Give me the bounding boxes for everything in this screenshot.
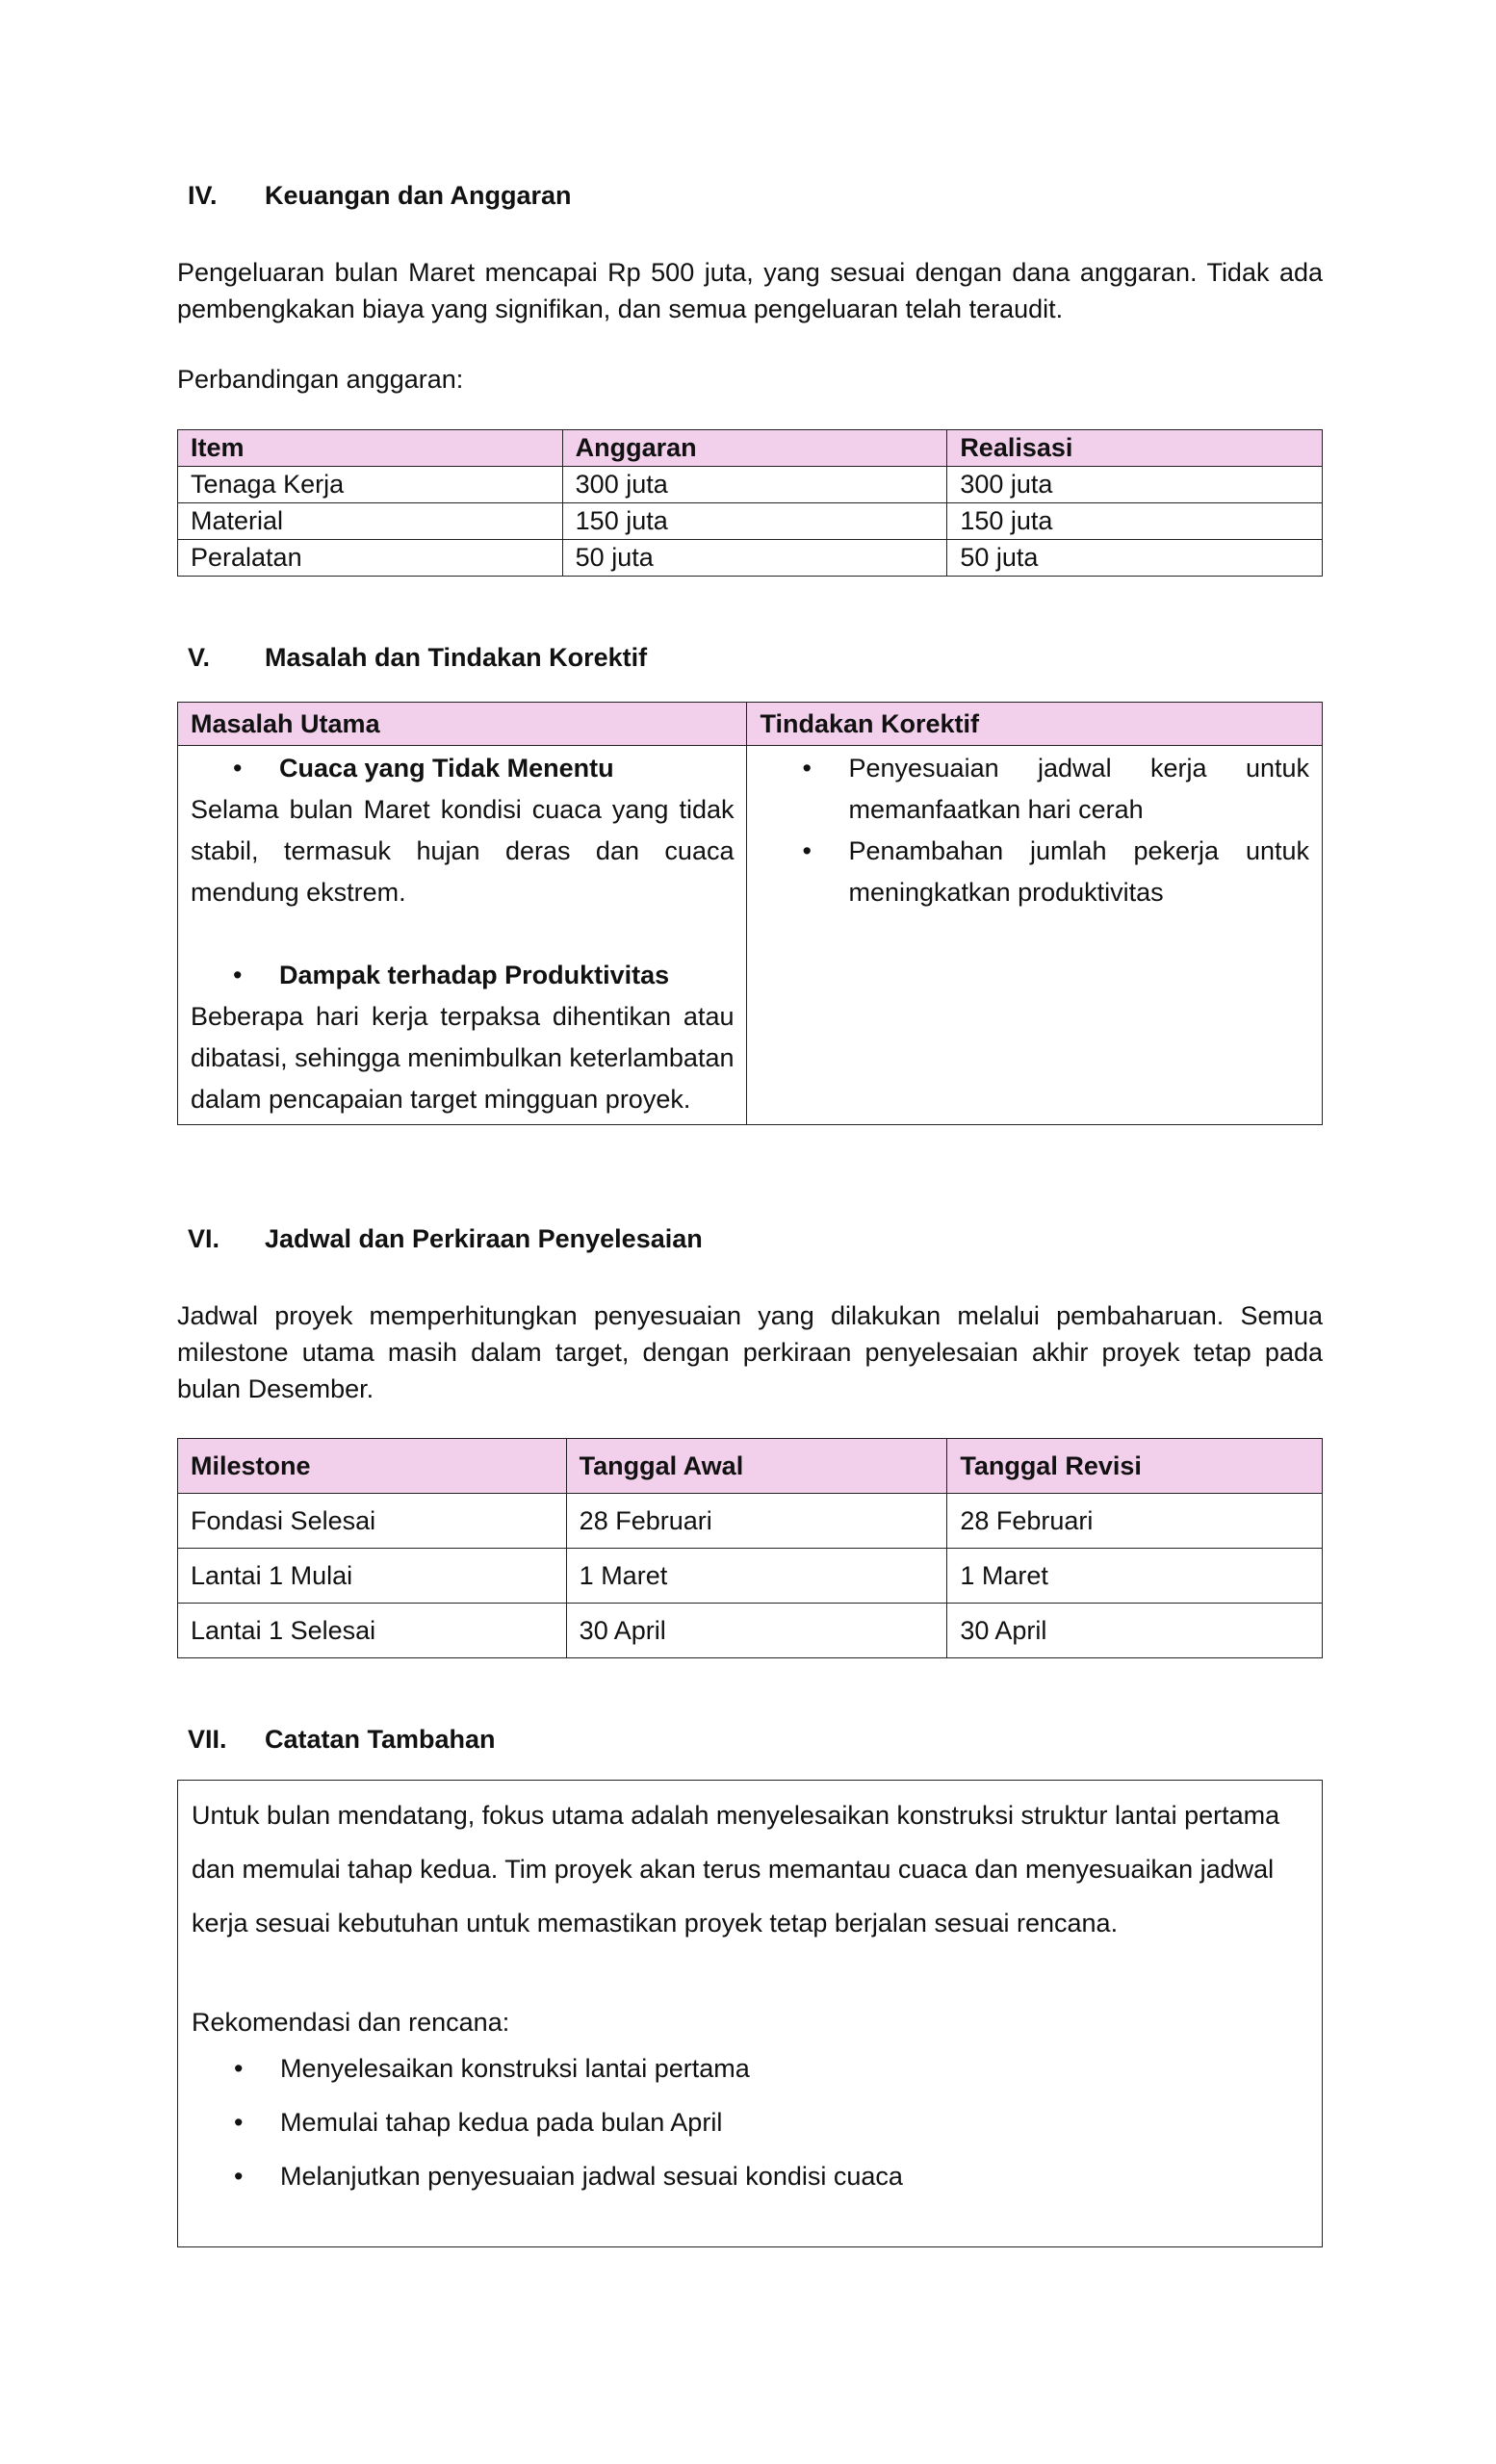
section-heading-iv	[188, 181, 572, 211]
table-cell: 28 Februari	[947, 1494, 1323, 1549]
issues-table	[177, 702, 1323, 1125]
action-item: • Penyesuaian jadwal kerja untuk memanfaatkan hari cerah	[760, 748, 1309, 831]
table-cell: 50 juta	[562, 540, 947, 577]
table-cell: 150 juta	[947, 503, 1323, 540]
budget-table	[177, 429, 1323, 577]
notes-paragraph: Untuk bulan mendatang, fokus utama adalah menyelesaikan konstruksi struktur lantai pertama dan memulai tahap kedua. Tim proyek akan terus memantau cuaca dan menyesuaikan jadwal kerja sesuai kebutuhan untuk memastikan proyek tetap berjalan sesuai rencana.	[192, 1801, 1280, 1938]
header-corrective-action: Tindakan Korektif	[747, 703, 1323, 746]
issue-weather-text: Selama bulan Maret kondisi cuaca yang tidak stabil, termasuk hujan deras dan cuaca mendung ekstrem.	[191, 795, 735, 907]
table-cell: Peralatan	[178, 540, 563, 577]
recommendation-item: • Melanjutkan penyesuaian jadwal sesuai kondisi cuaca	[192, 2149, 1308, 2203]
header-realization: Realisasi	[947, 430, 1323, 467]
table-row	[178, 1549, 1323, 1604]
section-number: IV.	[188, 181, 218, 210]
action-item: • Penambahan jumlah pekerja untuk meningkatkan produktivitas	[760, 831, 1309, 913]
section-title: Jadwal dan Perkiraan Penyelesaian	[265, 1224, 703, 1253]
section-number: VII.	[188, 1725, 227, 1754]
issue-productivity-title: • Dampak terhadap Produktivitas	[191, 955, 734, 996]
header-main-issue: Masalah Utama	[178, 703, 747, 746]
table-row	[178, 746, 1323, 1125]
section-heading-vii	[188, 1725, 496, 1755]
table-row	[178, 540, 1323, 577]
table-cell: 50 juta	[947, 540, 1323, 577]
table-cell: 300 juta	[562, 467, 947, 503]
section-title: Catatan Tambahan	[265, 1725, 496, 1754]
issue-productivity-text: Beberapa hari kerja terpaksa dihentikan atau dibatasi, sehingga menimbulkan keterlambatan dalam pencapaian target mingguan proyek.	[191, 1002, 735, 1114]
table-cell: Lantai 1 Selesai	[178, 1604, 567, 1658]
spacer	[191, 913, 734, 955]
header-revised-date: Tanggal Revisi	[947, 1439, 1323, 1494]
schedule-paragraph: Jadwal proyek memperhitungkan penyesuaian yang dilakukan melalui pembaharuan. Semua milestone utama masih dalam target, dengan perkiraan penyelesaian akhir proyek tetap pada bulan Desember.	[177, 1301, 1323, 1403]
header-budget: Anggaran	[562, 430, 947, 467]
table-cell: 30 April	[566, 1604, 947, 1658]
table-header-row	[178, 430, 1323, 467]
section-number: VI.	[188, 1224, 220, 1253]
table-row	[178, 1604, 1323, 1658]
table-cell: 30 April	[947, 1604, 1323, 1658]
table-cell: 1 Maret	[947, 1549, 1323, 1604]
table-cell: Tenaga Kerja	[178, 467, 563, 503]
table-row	[178, 467, 1323, 503]
header-milestone: Milestone	[178, 1439, 567, 1494]
table-cell: 28 Februari	[566, 1494, 947, 1549]
finance-paragraph: Pengeluaran bulan Maret mencapai Rp 500 juta, yang sesuai dengan dana anggaran. Tidak ada pembengkakan biaya yang signifikan, dan semua pengeluaran telah teraudit.	[177, 258, 1323, 323]
table-cell: 1 Maret	[566, 1549, 947, 1604]
table-header-row	[178, 703, 1323, 746]
recommendation-item: • Menyelesaikan konstruksi lantai pertama	[192, 2041, 1308, 2095]
section-number: V.	[188, 643, 211, 672]
section-heading-v	[188, 643, 647, 673]
milestone-table	[177, 1438, 1323, 1658]
section-title: Masalah dan Tindakan Korektif	[265, 643, 648, 672]
table-cell: Fondasi Selesai	[178, 1494, 567, 1549]
recommendation-item: • Memulai tahap kedua pada bulan April	[192, 2095, 1308, 2149]
table-cell: Material	[178, 503, 563, 540]
header-start-date: Tanggal Awal	[566, 1439, 947, 1494]
header-item: Item	[178, 430, 563, 467]
recommendation-label: Rekomendasi dan rencana:	[192, 2008, 510, 2037]
table-cell: 300 juta	[947, 467, 1323, 503]
issue-weather-title: • Cuaca yang Tidak Menentu	[191, 748, 734, 789]
section-heading-vi	[188, 1224, 703, 1254]
table-row	[178, 1494, 1323, 1549]
notes-box	[177, 1780, 1323, 2247]
budget-compare-label: Perbandingan anggaran:	[177, 365, 464, 394]
table-row	[178, 503, 1323, 540]
section-title: Keuangan dan Anggaran	[265, 181, 572, 210]
table-cell: Lantai 1 Mulai	[178, 1549, 567, 1604]
actions-cell	[747, 746, 1323, 1125]
table-cell: 150 juta	[562, 503, 947, 540]
table-header-row	[178, 1439, 1323, 1494]
issues-cell	[178, 746, 747, 1125]
